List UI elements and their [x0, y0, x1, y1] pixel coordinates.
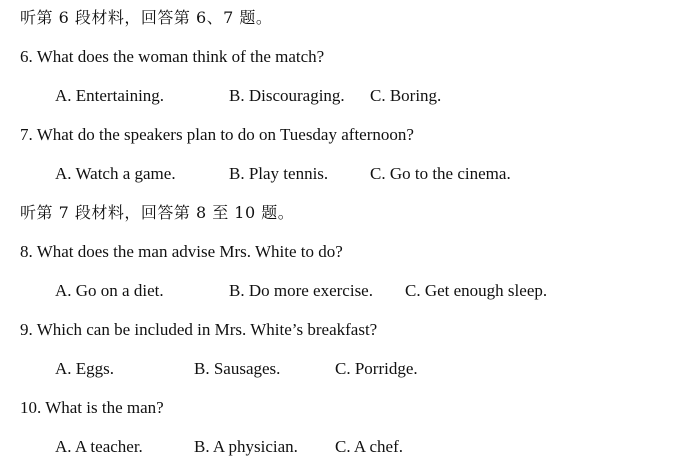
option-c: C. Boring.: [370, 86, 442, 105]
question-text: 8. What does the man advise Mrs. White to do?: [20, 242, 343, 261]
question-text: 10. What is the man?: [20, 398, 164, 417]
option-a: A. Entertaining.: [55, 86, 165, 105]
option-b: B. Discouraging.: [229, 86, 345, 105]
question-text: 7. What do the speakers plan to do on Tuesday afternoon?: [20, 125, 414, 144]
option-c: C. Porridge.: [335, 359, 418, 378]
option-b: B. A physician.: [194, 437, 298, 456]
question-text: 6. What does the woman think of the match?: [20, 47, 325, 66]
option-b: B. Sausages.: [194, 359, 281, 378]
question-text: 9. Which can be included in Mrs. White’s breakfast?: [20, 320, 378, 339]
option-b: B. Do more exercise.: [229, 281, 373, 300]
option-a: A. Go on a diet.: [55, 281, 164, 300]
option-a: A. Watch a game.: [55, 164, 176, 183]
option-a: A. Eggs.: [55, 359, 115, 378]
option-a: A. A teacher.: [55, 437, 143, 456]
option-b: B. Play tennis.: [229, 164, 329, 183]
section-instruction: 听第 7 段材料，回答第 8 至 10 题。: [20, 203, 295, 222]
section-instruction: 听第 6 段材料，回答第 6、7 题。: [20, 8, 273, 27]
option-c: C. A chef.: [335, 437, 403, 456]
option-c: C. Go to the cinema.: [370, 164, 511, 183]
option-c: C. Get enough sleep.: [405, 281, 548, 300]
